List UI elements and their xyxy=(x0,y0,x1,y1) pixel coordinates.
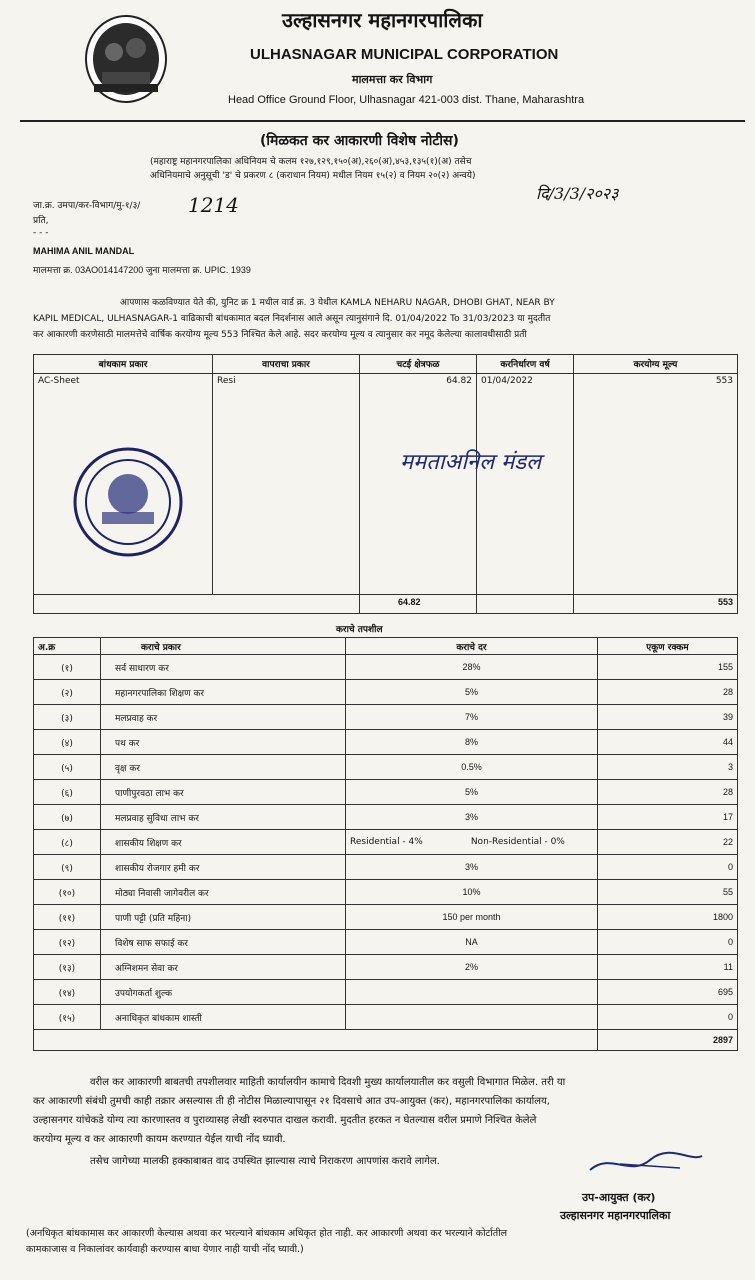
date-handwritten: दि/3/3/२०२३ xyxy=(536,184,619,203)
total-blank xyxy=(34,595,213,614)
notice-subtitle-line1: (महाराष्ट्र महानगरपालिका अधिनियम चे कलम १२७,१२९,१५०(अ),२६०(अ),४५३,१३५(१)(अ) तसेच xyxy=(150,157,472,167)
footer-para1-line2: कर आकारणी संबंधी तुमची काही तक्रार असल्यास ती ही नोटीस मिळाल्यापासून २१ दिवसाचे आत उप-आयुक्त (कर), महानगरपालिका कार्यालय, xyxy=(33,1096,550,1107)
corporation-logo xyxy=(84,14,168,104)
tax-row-number: (८) xyxy=(34,830,101,855)
header-usage-type: वापराचा प्रकार xyxy=(213,355,360,374)
tax-row-type: उपयोगकर्ता शुल्क xyxy=(101,980,346,1005)
tax-row xyxy=(34,655,738,680)
tax-row-number: (६) xyxy=(34,780,101,805)
header-address: Head Office Ground Floor, Ulhasnagar 421-003 dist. Thane, Maharashtra xyxy=(228,94,585,106)
tax-row xyxy=(34,755,738,780)
tax-row xyxy=(34,805,738,830)
tax-row-amount: 0 xyxy=(598,855,738,880)
tax-row xyxy=(34,705,738,730)
tax-row-amount: 17 xyxy=(598,805,738,830)
disclaimer-line1: (अनधिकृत बांधकामास कर आकारणी केल्यास अथवा कर भरल्याने बांधकाम अधिकृत होत नाही. कर आकारणी अथवा कर भरल्याने कोर्टातील xyxy=(26,1228,508,1239)
tax-row-number: (९) xyxy=(34,855,101,880)
tax-row-number: (१४) xyxy=(34,980,101,1005)
header-taxable-value: करयोग्य मूल्य xyxy=(574,355,738,374)
tax-row-type: सर्व साधारण कर xyxy=(101,655,346,680)
officer-title: उप-आयुक्त (कर) xyxy=(582,1191,656,1204)
to-label: प्रति, xyxy=(33,216,49,226)
total-blank-2 xyxy=(213,595,360,614)
tax-row-amount: 39 xyxy=(598,705,738,730)
tax-row-rate: 7% xyxy=(346,705,598,730)
tax-row-rate: 5% xyxy=(346,680,598,705)
tax-row-amount: 28 xyxy=(598,780,738,805)
tax-header-no: अ.क्र xyxy=(34,638,101,655)
tax-row-rate: 0.5% xyxy=(346,755,598,780)
header-divider xyxy=(20,120,745,122)
tax-header-amount: एकूण रक्कम xyxy=(598,638,738,655)
tax-row-rate: 3% xyxy=(346,805,598,830)
tax-row xyxy=(34,930,738,955)
tax-row-rate: 10% xyxy=(346,880,598,905)
tax-row-rate: NA xyxy=(346,930,598,955)
tax-row-type: अग्निशमन सेवा कर xyxy=(101,955,346,980)
row-construction-type: AC-Sheet xyxy=(34,373,213,595)
tax-row-rate: 150 per month xyxy=(346,905,598,930)
row-taxable-value: 553 xyxy=(574,373,738,595)
tax-row xyxy=(34,905,738,930)
tax-row-rate-nonresidential: Non-Residential - 0% xyxy=(470,837,565,847)
tax-row-amount: 22 xyxy=(598,830,738,855)
footer-para2: तसेच जागेच्या मालकी हक्काबाबत वाद उपस्थित झाल्यास त्याचे निराकरण आपणांस करावे लागेल. xyxy=(90,1156,440,1167)
tax-row-rate: 8% xyxy=(346,730,598,755)
reference-handwritten: 1214 xyxy=(188,193,239,217)
tax-row-number: (७) xyxy=(34,805,101,830)
reference-number: जा.क्र. उमपा/कर-विभाग/मु-१/३/ xyxy=(33,201,141,211)
header-construction-type: बांधकाम प्रकार xyxy=(34,355,213,374)
tax-row-amount: 695 xyxy=(598,980,738,1005)
footer-para1-line4: करयोग्य मूल्य व कर आकारणी कायम करण्यात येईल याची नोंद घ्यावी. xyxy=(33,1134,286,1145)
tax-row-rate-residential: Residential - 4% xyxy=(350,837,423,847)
tax-row-number: (४) xyxy=(34,730,101,755)
footer-para1-line1: वरील कर आकारणी बाबतची तपशीलवार माहिती कार्यालयीन कामाचे दिवशी मुख्य कार्यालयातील कर वसुली विभागात मिळेल. तरी या xyxy=(90,1077,566,1088)
tax-row-number: (१२) xyxy=(34,930,101,955)
tax-row-amount: 44 xyxy=(598,730,738,755)
tax-row xyxy=(34,1005,738,1030)
tax-row-type: शासकीय शिक्षण कर xyxy=(101,830,346,855)
tax-table-caption: कराचे तपशील xyxy=(336,625,383,635)
tax-row-type: पाणी पट्टी (प्रति महिना) xyxy=(101,905,346,930)
office-seal-stamp xyxy=(72,446,184,558)
row-assessment-year: 01/04/2022 xyxy=(477,373,574,595)
tax-row-amount: 3 xyxy=(598,755,738,780)
tax-row xyxy=(34,880,738,905)
officer-signature xyxy=(580,1142,710,1182)
tax-row-number: (१५) xyxy=(34,1005,101,1030)
grand-total-amount: 2897 xyxy=(598,1030,738,1051)
tax-row-amount: 1800 xyxy=(598,905,738,930)
tax-row xyxy=(34,955,738,980)
tax-row-rate xyxy=(346,980,598,1005)
dashes: - - - xyxy=(33,228,49,238)
grand-total-label xyxy=(34,1030,598,1051)
body-line2: KAPIL MEDICAL, ULHASNAGAR-1 वाढिकाची बांधकामात बदल निदर्शनास आले असून त्यानुसंगाने दि. 01/04/2022 To 31/03/2023 या मुदतीत xyxy=(33,314,551,324)
total-blank-3 xyxy=(477,595,574,614)
header-department: मालमत्ता कर विभाग xyxy=(352,73,433,86)
officer-organisation: उल्हासनगर महानगरपालिका xyxy=(560,1209,671,1222)
row-carpet-area: 64.82 xyxy=(360,373,477,595)
tax-row-number: (५) xyxy=(34,755,101,780)
property-number-line: मालमत्ता क्र. 03AO014147200 जुना मालमत्ता क्र. UPIC. 1939 xyxy=(33,265,251,275)
tax-row-type: मलप्रवाह कर xyxy=(101,705,346,730)
notice-subtitle-line2: अधिनियमाचे अनुसूची 'ड' चे प्रकरण ८ (कराधान नियम) मधील नियम १५(२) व नियम २०(२) अन्वये) xyxy=(150,171,476,181)
tax-row-type: अनाधिकृत बांधकाम शास्ती xyxy=(101,1005,346,1030)
tax-row-number: (१०) xyxy=(34,880,101,905)
tax-row-amount: 55 xyxy=(598,880,738,905)
header-name-marathi: उल्हासनगर महानगरपालिका xyxy=(282,8,483,32)
footer-para1-line3: उल्हासनगर यांचेकडे योग्य त्या कारणास्तव व पुराव्यासह लेखी स्वरुपात दाखल करावी. मुदतीत हरकत न घेतल्यास वरील प्रमाणे निश्चित केलेले xyxy=(33,1115,537,1126)
tax-row-type: विशेष साफ सफाई कर xyxy=(101,930,346,955)
tax-row-type: मोठ्या निवासी जागेवरील कर xyxy=(101,880,346,905)
tax-row xyxy=(34,980,738,1005)
body-line1: आपणास कळविण्यात येते की, युनिट क्र 1 मधील वार्ड क्र. 3 येथील KAMLA NEHARU NAGAR, DHOBI GHAT, NEAR BY xyxy=(120,298,555,308)
header-carpet-area: चटई क्षेत्रफळ xyxy=(360,355,477,374)
tax-row-type: महानगरपालिका शिक्षण कर xyxy=(101,680,346,705)
tax-row-rate xyxy=(346,1005,598,1030)
row-usage-type: Resi xyxy=(213,373,360,595)
tax-row-type: मलप्रवाह सुविधा लाभ कर xyxy=(101,805,346,830)
tax-row-rate xyxy=(346,830,598,855)
tax-row-number: (२) xyxy=(34,680,101,705)
tax-row-amount: 0 xyxy=(598,930,738,955)
notice-title: (मिळकत कर आकारणी विशेष नोटीस) xyxy=(260,133,459,149)
tax-row-number: (३) xyxy=(34,705,101,730)
header-name-english: ULHASNAGAR MUNICIPAL CORPORATION xyxy=(250,46,559,63)
header-assessment-year: करनिर्धारण वर्ष xyxy=(477,355,574,374)
tax-row xyxy=(34,780,738,805)
total-taxable-value: 553 xyxy=(574,595,738,614)
tax-row-number: (१३) xyxy=(34,955,101,980)
owner-name: MAHIMA ANIL MANDAL xyxy=(33,246,135,256)
tax-header-rate: कराचे दर xyxy=(346,638,598,655)
tax-row-amount: 0 xyxy=(598,1005,738,1030)
tax-row xyxy=(34,830,738,855)
tax-row xyxy=(34,730,738,755)
tax-row-type: पाणीपुरवठा लाभ कर xyxy=(101,780,346,805)
tax-row-rate: 2% xyxy=(346,955,598,980)
disclaimer-line2: कामकाजास व निकालांवर कार्यवाही करण्यास बाधा येणार नाही याची नोंद घ्यावी.) xyxy=(26,1244,304,1255)
tax-row-type: पथ कर xyxy=(101,730,346,755)
total-carpet-area: 64.82 xyxy=(360,595,477,614)
tax-row-amount: 11 xyxy=(598,955,738,980)
tax-row-number: (१) xyxy=(34,655,101,680)
tax-row-type: शासकीय रोजगार हमी कर xyxy=(101,855,346,880)
tax-row-rate: 3% xyxy=(346,855,598,880)
tax-details-table xyxy=(33,637,738,1051)
tax-header-type: कराचे प्रकार xyxy=(101,638,346,655)
tax-row xyxy=(34,855,738,880)
tax-row-rate: 28% xyxy=(346,655,598,680)
tax-row-amount: 155 xyxy=(598,655,738,680)
tax-row xyxy=(34,680,738,705)
body-line3: कर आकारणी करणेसाठी मालमत्तेचे वार्षिक करयोग्य मूल्य 553 निश्चित केले आहे. सदर करयोग्य मूल्य व त्यानुसार कर नमूद केलेल्या कालावधीसाठी प्रती xyxy=(33,330,527,340)
owner-signature: ममताअनिल मंडल xyxy=(400,450,542,475)
tax-row-number: (११) xyxy=(34,905,101,930)
tax-row-amount: 28 xyxy=(598,680,738,705)
tax-row-type: वृक्ष कर xyxy=(101,755,346,780)
tax-row-rate: 5% xyxy=(346,780,598,805)
